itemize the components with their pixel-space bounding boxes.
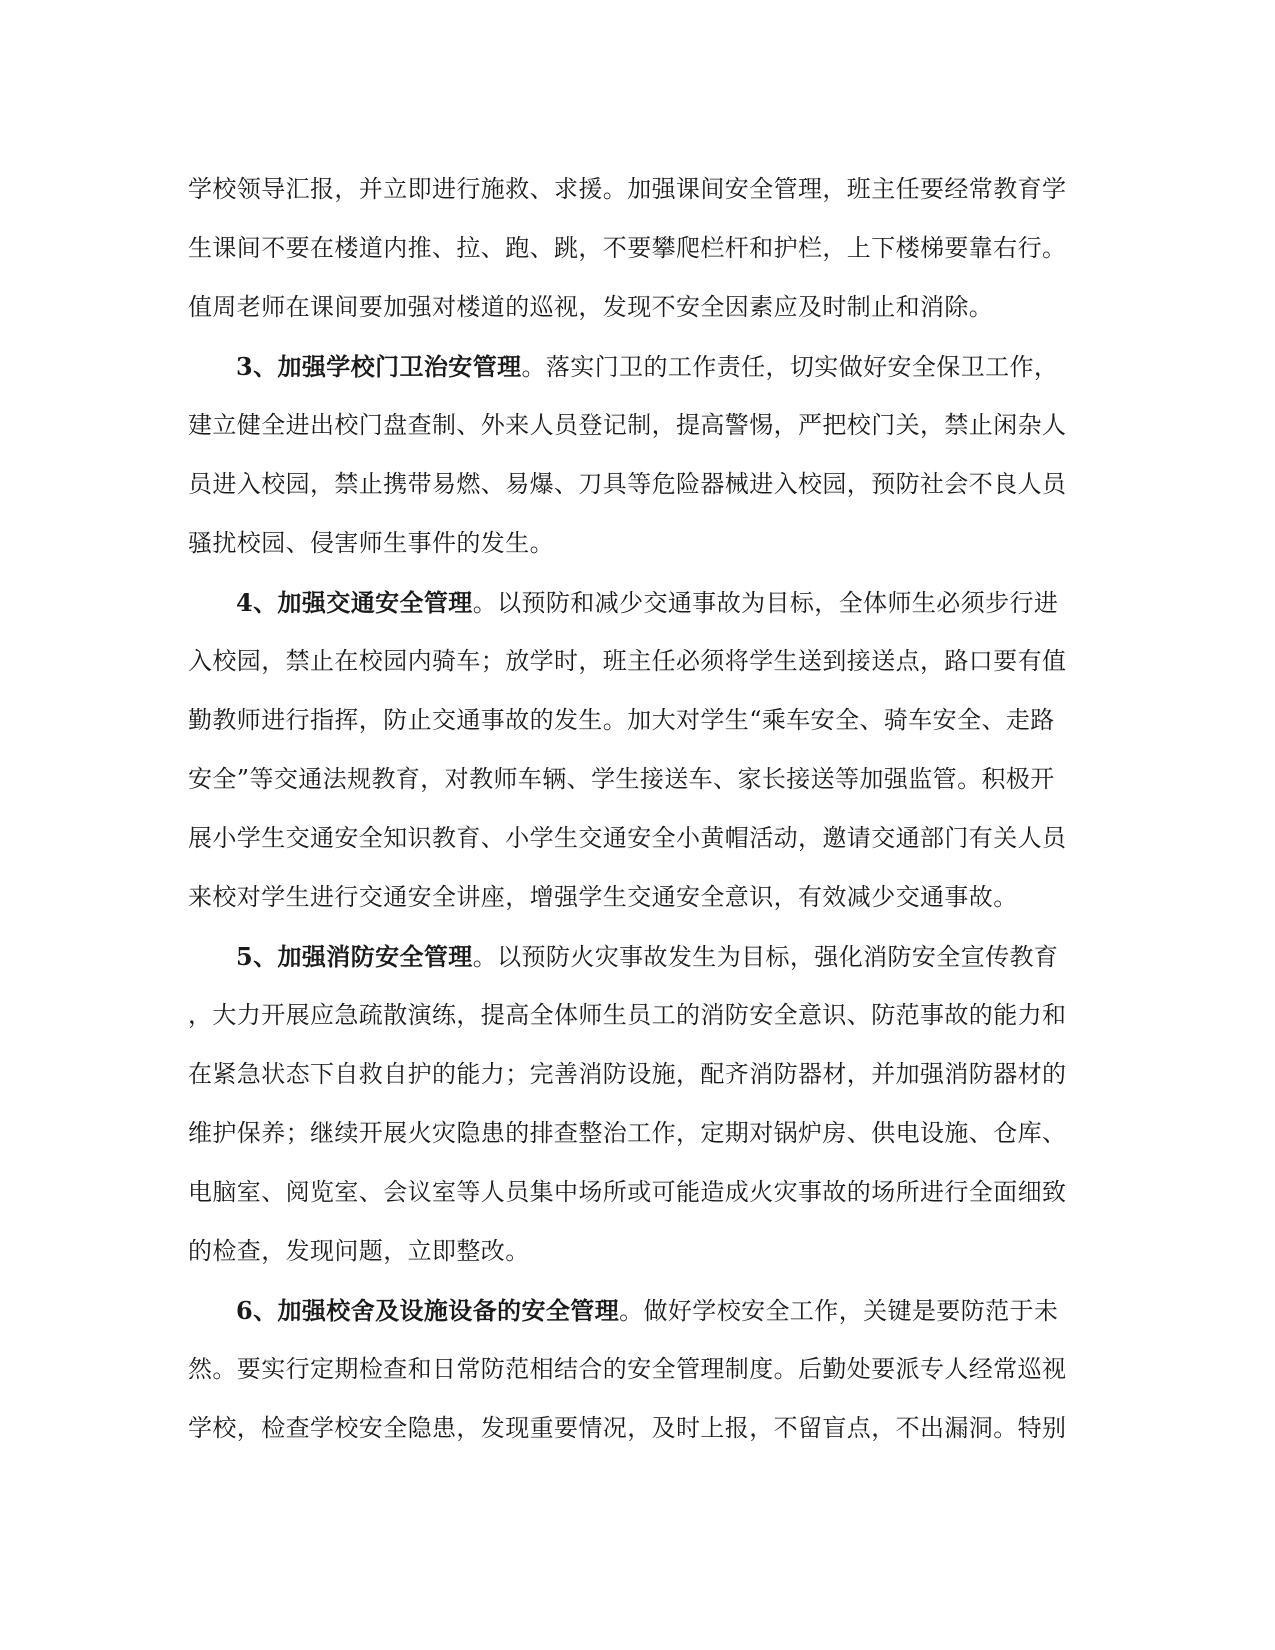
text-line: 电脑室、阅览室、会议室等人员集中场所或可能造成火灾事故的场所进行全面细致 bbox=[188, 1178, 1067, 1206]
text-line: 建立健全进出校门盘查制、外来人员登记制，提高警惕，严把校门关，禁止闲杂人 bbox=[188, 411, 1067, 439]
text-line: 展小学生交通安全知识教育、小学生交通安全小黄帽活动，邀请交通部门有关人员 bbox=[188, 824, 1067, 852]
text-line: 的检查，发现问题，立即整改。 bbox=[188, 1237, 530, 1265]
section-heading: 3、加强学校门卫治安管理 bbox=[236, 352, 522, 381]
text-line: 勤教师进行指挥，防止交通事故的发生。加大对学生“乘车安全、骑车安全、走路 bbox=[188, 706, 1055, 734]
section-text: 。做好学校安全工作，关键是要防范于未 bbox=[619, 1297, 1059, 1325]
text-line: 骚扰校园、侵害师生事件的发生。 bbox=[188, 529, 554, 557]
text-line: 在紧急状态下自救自护的能力；完善消防设施，配齐消防器材，并加强消防器材的 bbox=[188, 1060, 1067, 1088]
section-heading-line bbox=[188, 573, 1088, 632]
text-line: 员进入校园，禁止携带易燃、易爆、刀具等危险器械进入校园，预防社会不良人员 bbox=[188, 470, 1067, 498]
section-text: 。以预防和减少交通事故为目标，全体师生必须步行进 bbox=[472, 589, 1059, 617]
section-text: 。以预防火灾事故发生为目标，强化消防安全宣传教育 bbox=[472, 943, 1059, 971]
section-heading-line bbox=[188, 927, 1088, 986]
section-heading-line bbox=[188, 1281, 1088, 1340]
text-line: 入校园，禁止在校园内骑车；放学时，班主任必须将学生送到接送点，路口要有值 bbox=[188, 647, 1067, 675]
section-text: 。落实门卫的工作责任，切实做好安全保卫工作， bbox=[521, 353, 1059, 381]
section-heading: 4、加强交通安全管理 bbox=[236, 588, 473, 617]
section-heading-line bbox=[188, 337, 1088, 396]
text-line: 来校对学生进行交通安全讲座，增强学生交通安全意识，有效减少交通事故。 bbox=[188, 883, 1018, 911]
text-line: 值周老师在课间要加强对楼道的巡视，发现不安全因素应及时制止和消除。 bbox=[188, 293, 994, 321]
text-line: 然。要实行定期检查和日常防范相结合的安全管理制度。后勤处要派专人经常巡视 bbox=[188, 1355, 1067, 1383]
text-line: 安全”等交通法规教育，对教师车辆、学生接送车、家长接送等加强监管。积极开 bbox=[188, 765, 1055, 793]
text-line: 学校领导汇报，并立即进行施救、求援。加强课间安全管理，班主任要经常教育学 bbox=[188, 175, 1067, 203]
section-heading: 5、加强消防安全管理 bbox=[236, 942, 473, 971]
text-line: 维护保养；继续开展火灾隐患的排查整治工作，定期对锅炉房、供电设施、仓库、 bbox=[188, 1119, 1067, 1147]
text-line: ，大力开展应急疏散演练，提高全体师生员工的消防安全意识、防范事故的能力和 bbox=[188, 1001, 1067, 1029]
section-heading: 6、加强校舍及设施设备的安全管理 bbox=[236, 1296, 620, 1325]
text-line: 生课间不要在楼道内推、拉、跑、跳，不要攀爬栏杆和护栏，上下楼梯要靠右行。 bbox=[188, 234, 1067, 262]
document-body bbox=[188, 160, 1088, 1458]
text-line: 学校，检查学校安全隐患，发现重要情况，及时上报，不留盲点，不出漏洞。特别 bbox=[188, 1414, 1067, 1442]
